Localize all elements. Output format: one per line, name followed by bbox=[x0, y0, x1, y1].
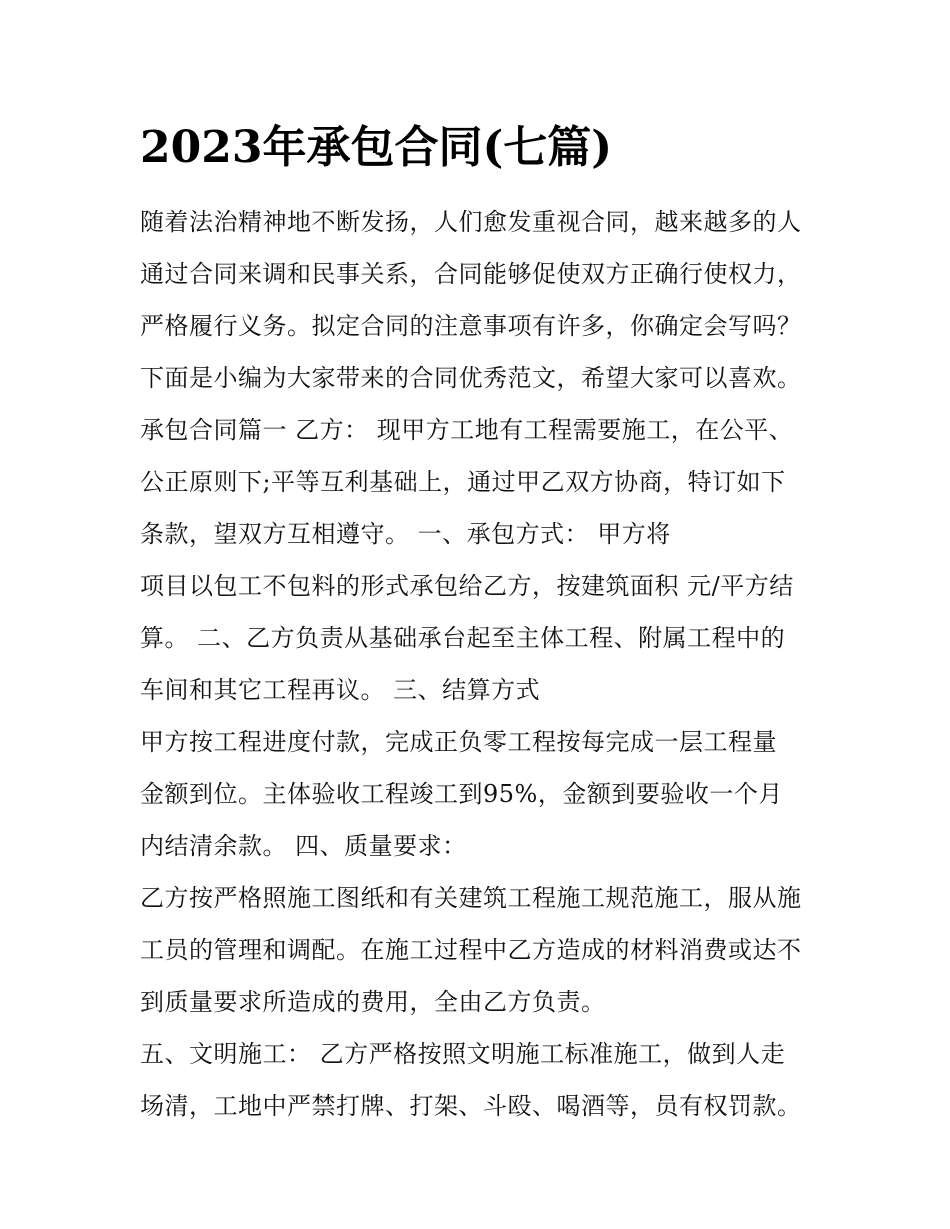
body-line: 算。 二、乙方负责从基础承台起至主体工程、附属工程中的 bbox=[140, 624, 786, 652]
body-line: 到质量要求所造成的费用，全由乙方负责。 bbox=[140, 988, 606, 1016]
body-line: 场清，工地中严禁打牌、打架、斗殴、喝酒等，员有权罚款。 bbox=[140, 1092, 802, 1120]
body-line: 五、文明施工： 乙方严格按照文明施工标准施工，做到人走 bbox=[140, 1040, 786, 1068]
body-line: 金额到位。主体验收工程竣工到95%，金额到要验收一个月 bbox=[140, 780, 783, 808]
body-line: 随着法治精神地不断发扬，人们愈发重视合同，越来越多的人 bbox=[140, 208, 802, 236]
body-line: 内结清余款。 四、质量要求： bbox=[140, 832, 467, 860]
body-line: 甲方按工程进度付款，完成正负零工程按每完成一层工程量 bbox=[140, 728, 777, 756]
body-line: 通过合同来调和民事关系，合同能够促使双方正确行使权力， bbox=[140, 260, 802, 288]
document-body bbox=[140, 196, 830, 1132]
body-line: 承包合同篇一 乙方： 现甲方工地有工程需要施工，在公平、 bbox=[140, 416, 794, 444]
body-line: 严格履行义务。拟定合同的注意事项有许多，你确定会写吗？ bbox=[140, 312, 802, 340]
body-line: 下面是小编为大家带来的合同优秀范文，希望大家可以喜欢。 bbox=[140, 364, 802, 392]
body-line: 条款，望双方互相遵守。 一、承包方式： 甲方将 bbox=[140, 520, 671, 548]
document-title: 2023年承包合同(七篇) bbox=[140, 122, 613, 173]
body-line: 工员的管理和调配。在施工过程中乙方造成的材料消费或达不 bbox=[140, 936, 802, 964]
body-line: 公正原则下;平等互利基础上，通过甲乙双方协商，特订如下 bbox=[140, 468, 786, 496]
body-line: 项目以包工不包料的形式承包给乙方，按建筑面积 元/平方结 bbox=[140, 572, 794, 600]
body-line: 乙方按严格照施工图纸和有关建筑工程施工规范施工，服从施 bbox=[140, 884, 802, 912]
body-line: 车间和其它工程再议。 三、结算方式 bbox=[140, 676, 541, 704]
